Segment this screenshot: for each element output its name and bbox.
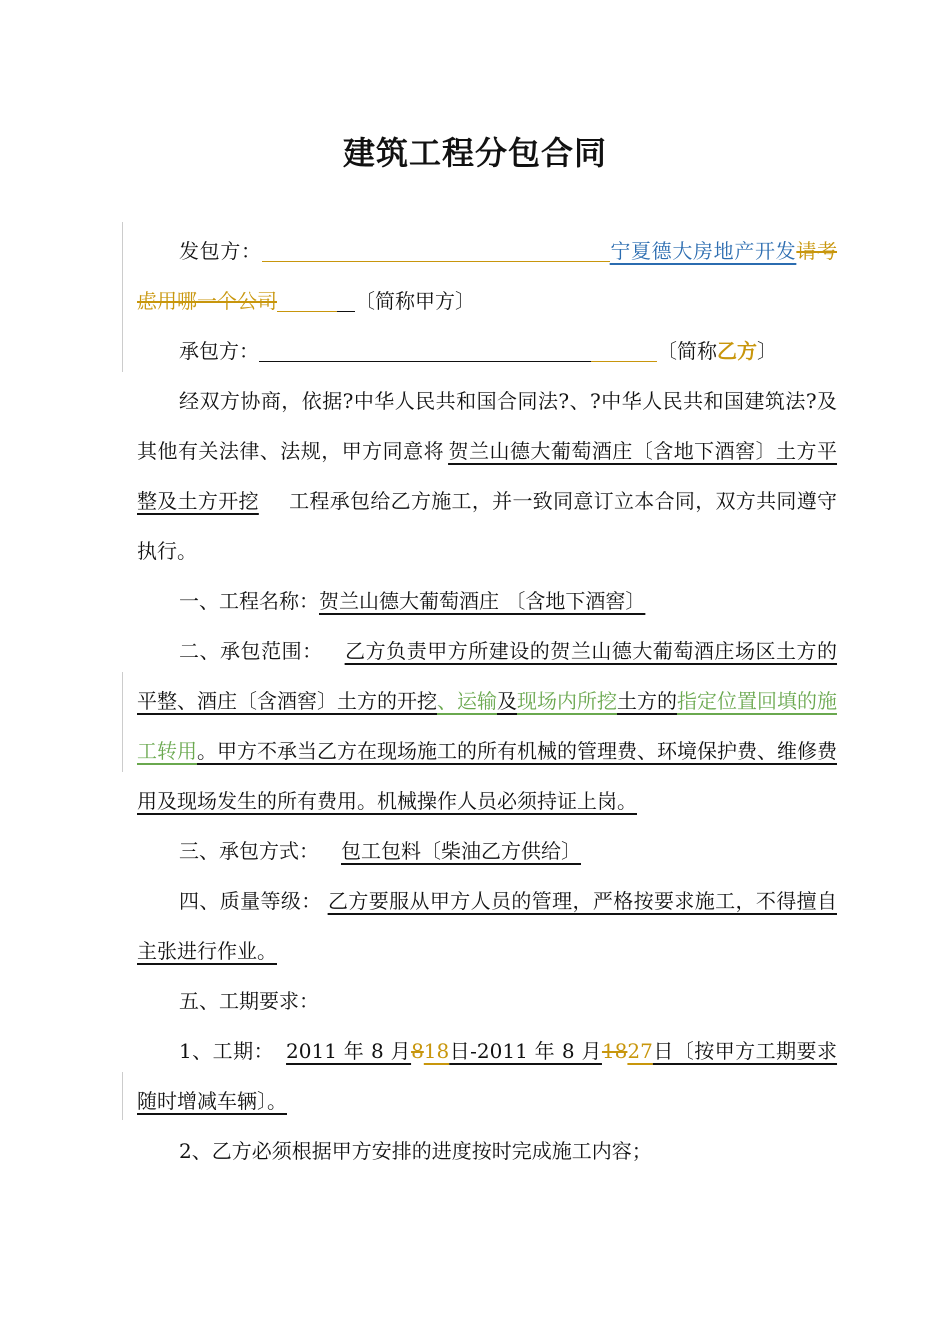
contractor-line <box>137 226 837 326</box>
subcontractor-label: 承包方： <box>179 339 259 363</box>
abbr-b-suffix: 〕 <box>757 339 777 363</box>
section-2 <box>137 626 837 826</box>
duration-1-text: 日〔按甲方工期要求随时增减车辆〕。 <box>137 1039 838 1113</box>
duration-2-text: 2、乙方必须根据甲方安排的进度按时完成施工内容； <box>179 1139 652 1163</box>
subcontractor-blank-ins <box>591 339 657 362</box>
section-2-text: 土方的 <box>617 689 677 713</box>
contractor-deleted-note: 请考虑用哪一个公司 <box>137 239 838 313</box>
section-4 <box>137 876 837 976</box>
contractor-inserted-name: 宁夏德大房地产开发 <box>609 239 797 263</box>
section-5 <box>137 976 837 1026</box>
contractor-blank-end <box>337 289 355 312</box>
section-4-label: 四、质量等级： <box>179 889 322 913</box>
section-3 <box>137 826 837 876</box>
contractor-label: 发包方： <box>179 239 262 263</box>
section-2-insert-transport: 、运输 <box>437 689 497 713</box>
duration-item-1 <box>137 1026 837 1126</box>
change-bar <box>122 222 123 372</box>
change-bar <box>122 672 123 772</box>
section-1 <box>137 576 837 626</box>
intro-text-2: 工程承包给乙方施工，并一致同意订立本合同，双方共同遵守执行。 <box>137 489 838 563</box>
duration-1-text: 2011 年 8 月 <box>286 1039 412 1063</box>
duration-1-deleted-end: 18 <box>601 1039 628 1063</box>
abbr-b-party: 乙方 <box>717 339 757 363</box>
subcontractor-line <box>137 326 837 376</box>
section-2-text: 乙方负责甲方所建设的贺兰山德大葡萄酒庄场区土方的平整、酒庄〔含酒窖〕土方的开挖 <box>137 639 838 713</box>
duration-1-label: 1、工期： <box>179 1039 275 1063</box>
section-2-text: 及 <box>497 689 517 713</box>
section-4-value: 乙方要服从甲方人员的管理，严格按要求施工，不得擅自主张进行作业。 <box>137 889 837 963</box>
duration-1-inserted-end: 27 <box>627 1039 653 1063</box>
section-2-insert-backfill: 指定位置回填的施工转用 <box>137 689 837 763</box>
duration-1-inserted-day: 18 <box>423 1039 450 1063</box>
section-2-text: 。甲方不承当乙方在现场施工的所有机械的管理费、环境保护费、维修费用及现场发生的所有费用。机械操作人员必须持证上岗。 <box>137 739 837 813</box>
document-title: 建筑工程分包合同 <box>342 134 607 172</box>
subcontractor-blank <box>259 339 591 362</box>
section-3-value: 包工包料〔柴油乙方供给〕 <box>341 839 581 863</box>
intro-project: 贺兰山德大葡萄酒庄〔含地下酒窖〕土方平整及土方开挖 <box>137 439 838 513</box>
section-3-label: 三、承包方式： <box>179 839 319 863</box>
change-bar <box>122 1072 123 1120</box>
section-2-label: 二、承包范围： <box>179 639 323 663</box>
duration-1-deleted-day: 8 <box>411 1039 424 1063</box>
intro-text-1: 经双方协商，依据?中华人民共和国合同法?、?中华人民共和国建筑法?及其他有关法律、法规，甲方同意将 <box>137 389 837 463</box>
section-1-label: 一、工程名称： <box>179 589 319 613</box>
duration-1-text: 日-2011 年 8 月 <box>449 1039 602 1063</box>
section-5-label: 五、工期要求： <box>179 989 319 1013</box>
duration-item-2 <box>137 1126 837 1176</box>
contract-body <box>137 226 837 1176</box>
abbr-b-prefix: 〔简称 <box>657 339 717 363</box>
abbr-a: 〔简称甲方〕 <box>355 289 475 313</box>
contractor-blank <box>262 239 610 262</box>
contractor-blank-tail <box>277 289 337 312</box>
section-1-value: 贺兰山德大葡萄酒庄 〔含地下酒窖〕 <box>319 589 646 613</box>
section-2-insert-site: 现场内所挖 <box>517 689 617 713</box>
intro-paragraph <box>137 376 837 576</box>
